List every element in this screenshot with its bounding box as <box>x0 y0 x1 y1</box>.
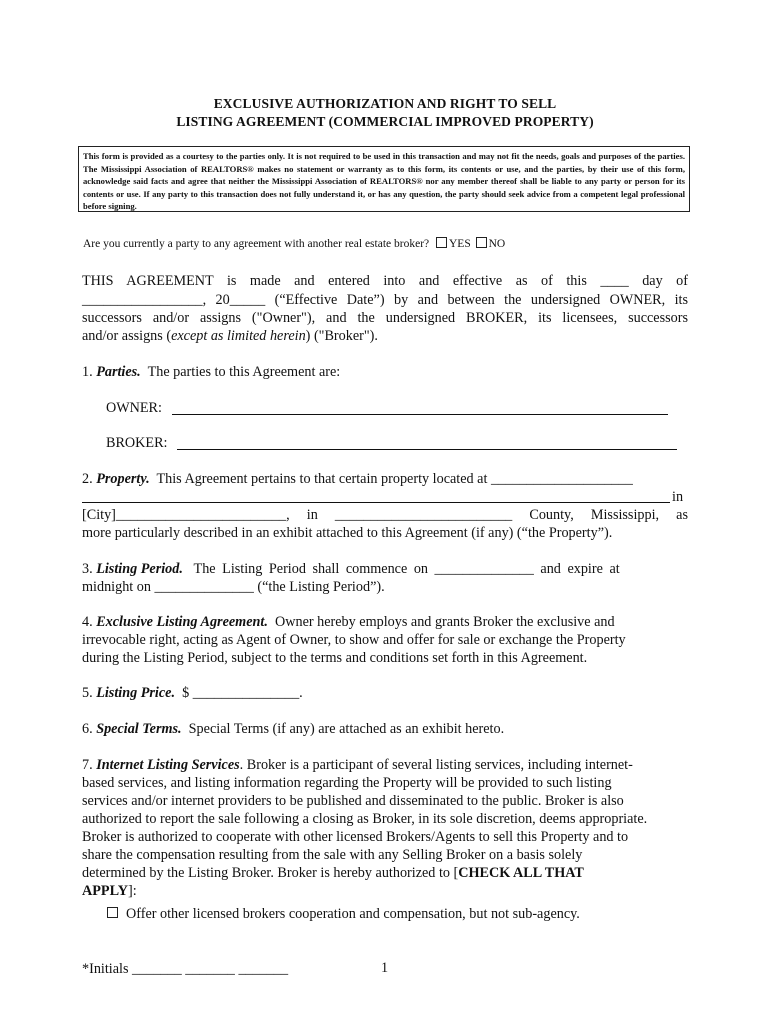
section-7-internet-line-2: based services, and listing information regarding the Property will be provided to such listing <box>82 775 612 791</box>
section-7-internet-line-5: Broker is authorized to cooperate with other licensed Brokers/Agents to sell this Property and to <box>82 829 629 845</box>
listing-price-field[interactable]: $ _______________. <box>182 685 303 701</box>
page-number: 1 <box>381 960 389 976</box>
owner-label: OWNER: <box>106 400 162 416</box>
broker-field[interactable] <box>177 435 677 450</box>
document-title-line-2: LISTING AGREEMENT (COMMERCIAL IMPROVED PROPERTY) <box>176 114 594 129</box>
section-7-internet-line-3: services and/or internet providers to be published and disseminated to the public. Broker is also <box>82 793 624 809</box>
section-3-listing-period-line-2: midnight on ______________ (“the Listing Period”). <box>82 579 385 595</box>
section-4-exclusive-line-3: during the Listing Period, subject to the terms and conditions set forth in this Agreement. <box>82 650 588 666</box>
owner-field[interactable] <box>172 400 668 415</box>
section-4-exclusive-line-2: irrevocable right, acting as Agent of Owner, to show and offer for sale or exchange the Property <box>82 632 626 648</box>
disclaimer-notice-box: This form is provided as a courtesy to the parties only. It is not required to be used in this transaction and may not fit the needs, goals and purposes of the parties. The Mississippi Association of REALTORS® makes no statement or warranty as to this form, its contents or use, and the parties, by their use of this form, acknowledge said facts and agree that neither the Mississippi Association of REALTORS® nor any member thereof shall be liable to any party or person for its contents or use. If any party to this transaction does not fully understand it, or has any question, the party should seek advice from a competent legal professional before signing. <box>78 146 690 212</box>
intro-exception-italic: except as limited herein <box>171 328 306 344</box>
section-6-heading: Special Terms. <box>96 721 182 737</box>
section-7-internet-line-1: 7. Internet Listing Services. Broker is a participant of several listing services, including internet- <box>82 757 633 773</box>
no-label: NO <box>488 238 506 250</box>
question-text: Are you currently a party to any agreement with another real estate broker? <box>83 238 430 250</box>
option-cooperation-checkbox[interactable] <box>107 907 118 918</box>
section-1-heading: Parties. <box>96 364 141 380</box>
intro-line-1: THIS AGREEMENT is made and entered into and effective as of this ____ day of <box>82 273 688 289</box>
initials-line: *Initials _______ _______ _______ <box>82 961 289 977</box>
section-6-special-terms: 6. Special Terms. Special Terms (if any) are attached as an exhibit hereto. <box>82 721 505 737</box>
no-checkbox[interactable] <box>476 237 487 248</box>
property-address-field[interactable] <box>82 490 670 503</box>
yes-label: YES <box>449 238 471 250</box>
option-cooperation-row <box>107 905 687 923</box>
section-3-heading: Listing Period. <box>96 561 183 577</box>
section-7-heading: Internet Listing Services <box>96 757 240 773</box>
section-4-exclusive-line-1: 4. Exclusive Listing Agreement. Owner hereby employs and grants Broker the exclusive and <box>82 614 615 630</box>
broker-label: BROKER: <box>106 435 168 451</box>
section-7-internet-line-7: determined by the Listing Broker. Broker is hereby authorized to [CHECK ALL THAT <box>82 865 584 881</box>
section-7-internet-line-8: APPLY]: <box>82 883 137 899</box>
intro-line-4: and/or assigns (except as limited herein) ("Broker"). <box>82 328 378 344</box>
section-7-internet-line-4: authorized to report the sale following a closing as Broker, in its sole discretion, deems appropriate. <box>82 811 648 827</box>
section-2-property-line-3: [City]________________________, in _________________________ County, Mississippi, as <box>82 507 688 523</box>
section-1-parties: 1. Parties. The parties to this Agreement are: <box>82 364 341 380</box>
owner-row <box>106 399 686 417</box>
section-2-property-line-1: 2. Property. This Agreement pertains to that certain property located at ____________________ <box>82 471 633 487</box>
intro-line-3: successors and/or assigns ("Owner"), and the undersigned BROKER, its licensees, successors <box>82 310 688 326</box>
section-5-listing-price: 5. Listing Price. $ _______________. <box>82 685 303 701</box>
intro-line-2: _________________, 20_____ (“Effective Date”) by and between the undersigned OWNER, its <box>82 292 688 308</box>
broker-row <box>106 434 686 452</box>
option-cooperation-label: Offer other licensed brokers cooperation and compensation, but not sub-agency. <box>126 906 580 922</box>
document-title-line-1: EXCLUSIVE AUTHORIZATION AND RIGHT TO SELL <box>213 96 557 111</box>
yes-checkbox[interactable] <box>436 237 447 248</box>
section-5-heading: Listing Price. <box>96 685 176 701</box>
section-3-listing-period-line-1: 3. Listing Period. The Listing Period shall commence on ______________ and expire at <box>82 561 620 577</box>
check-all-instruction: CHECK ALL THAT <box>458 865 584 881</box>
section-2-heading: Property. <box>96 471 150 487</box>
section-7-internet-line-6: share the compensation resulting from the sale with any Selling Broker on a basis solely <box>82 847 583 863</box>
broker-agreement-question <box>83 237 505 250</box>
section-2-property-line-2: in <box>82 488 688 506</box>
section-4-heading: Exclusive Listing Agreement. <box>96 614 268 630</box>
section-2-property-line-4: more particularly described in an exhibit attached to this Agreement (if any) (“the Property”). <box>82 525 613 541</box>
